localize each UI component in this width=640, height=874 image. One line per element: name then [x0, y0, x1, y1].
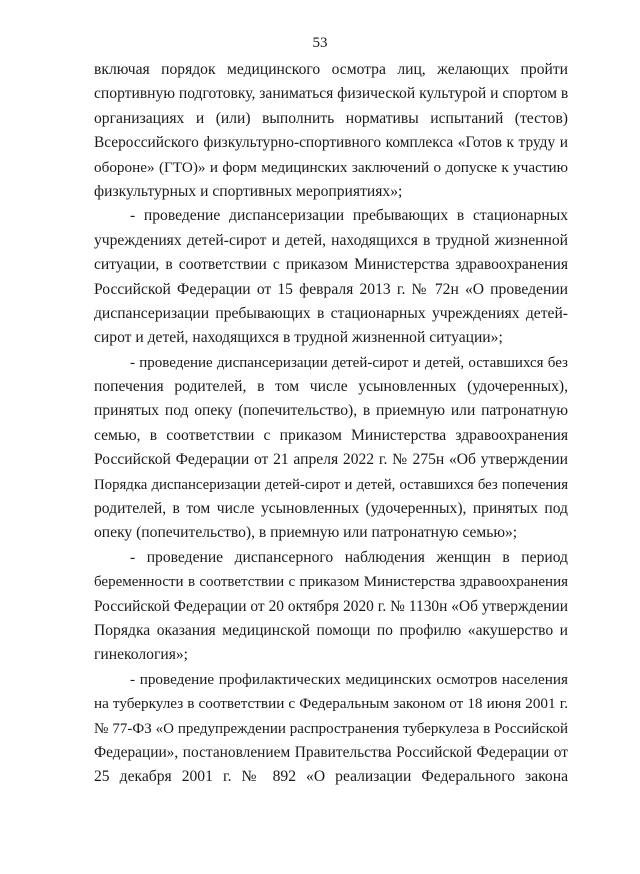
- text-line: родителей, в том числе усыновленных (удочеренных), принятых под: [94, 500, 568, 518]
- document-text: [94, 58, 568, 790]
- text-line: Порядка оказания медицинской помощи по профилю «акушерство и: [94, 621, 568, 639]
- text-line: Российской Федерации от 15 февраля 2013 г. № 72н «О проведении: [94, 280, 568, 298]
- text-line: гинекология»;: [94, 646, 189, 664]
- text-line: Российской Федерации от 20 октября 2020 г. № 1130н «Об утверждении: [94, 597, 568, 615]
- text-line: ситуации, в соответствии с приказом Министерства здравоохранения: [94, 256, 568, 274]
- text-line: Порядка диспансеризации детей-сирот и детей, оставшихся без попечения: [94, 476, 568, 493]
- text-line: на туберкулез в соответствии с Федеральным законом от 18 июня 2001 г.: [94, 695, 568, 713]
- text-line: учреждениях детей-сирот и детей, находящихся в трудной жизненной: [94, 231, 568, 249]
- text-line: сирот и детей, находящихся в трудной жизненной ситуации»;: [94, 329, 503, 347]
- text-line: - проведение диспансеризации детей-сирот и детей, оставшихся без: [130, 354, 568, 371]
- text-line: - проведение диспансерного наблюдения женщин в период: [130, 548, 568, 566]
- text-line: Всероссийского физкультурно-спортивного комплекса «Готов к труду и: [94, 134, 568, 152]
- text-line: спортивную подготовку, заниматься физической культурой и спортом в: [94, 85, 569, 103]
- text-line: - проведение профилактических медицинских осмотров населения: [130, 670, 568, 688]
- text-line: принятых под опеку (попечительство), в приемную или патронатную: [94, 402, 568, 420]
- text-line: обороне» (ГТО)» и форм медицинских заключений о допуске к участию: [94, 158, 568, 176]
- text-line: - проведение диспансеризации пребывающих в стационарных: [130, 207, 568, 225]
- text-line: № 77-ФЗ «О предупреждении распространения туберкулеза в Российской: [94, 720, 568, 737]
- text-line: беременности в соответствии с приказом Министерства здравоохранения: [94, 574, 568, 591]
- text-line: диспансеризации пребывающих в стационарных учреждениях детей-: [94, 304, 568, 322]
- page-number: 53: [312, 35, 328, 51]
- text-line: Российской Федерации от 21 апреля 2022 г. № 275н «Об утверждении: [94, 451, 568, 469]
- text-line: Федерации», постановлением Правительства Российской Федерации от: [94, 743, 568, 761]
- text-line: включая порядок медицинского осмотра лиц, желающих пройти: [94, 61, 568, 78]
- text-line: организациях и (или) выполнить нормативы испытаний (тестов): [94, 109, 568, 127]
- text-line: опеку (попечительство), в приемную или патронатную семью»;: [94, 524, 518, 542]
- text-line: семью, в соответствии с приказом Министерства здравоохранения: [94, 426, 568, 444]
- text-line: 25 декабря 2001 г. № 892 «О реализации Федерального закона: [94, 768, 568, 786]
- text-line: физкультурных и спортивных мероприятиях»;: [94, 182, 403, 200]
- text-line: попечения родителей, в том числе усыновленных (удочеренных),: [94, 378, 568, 396]
